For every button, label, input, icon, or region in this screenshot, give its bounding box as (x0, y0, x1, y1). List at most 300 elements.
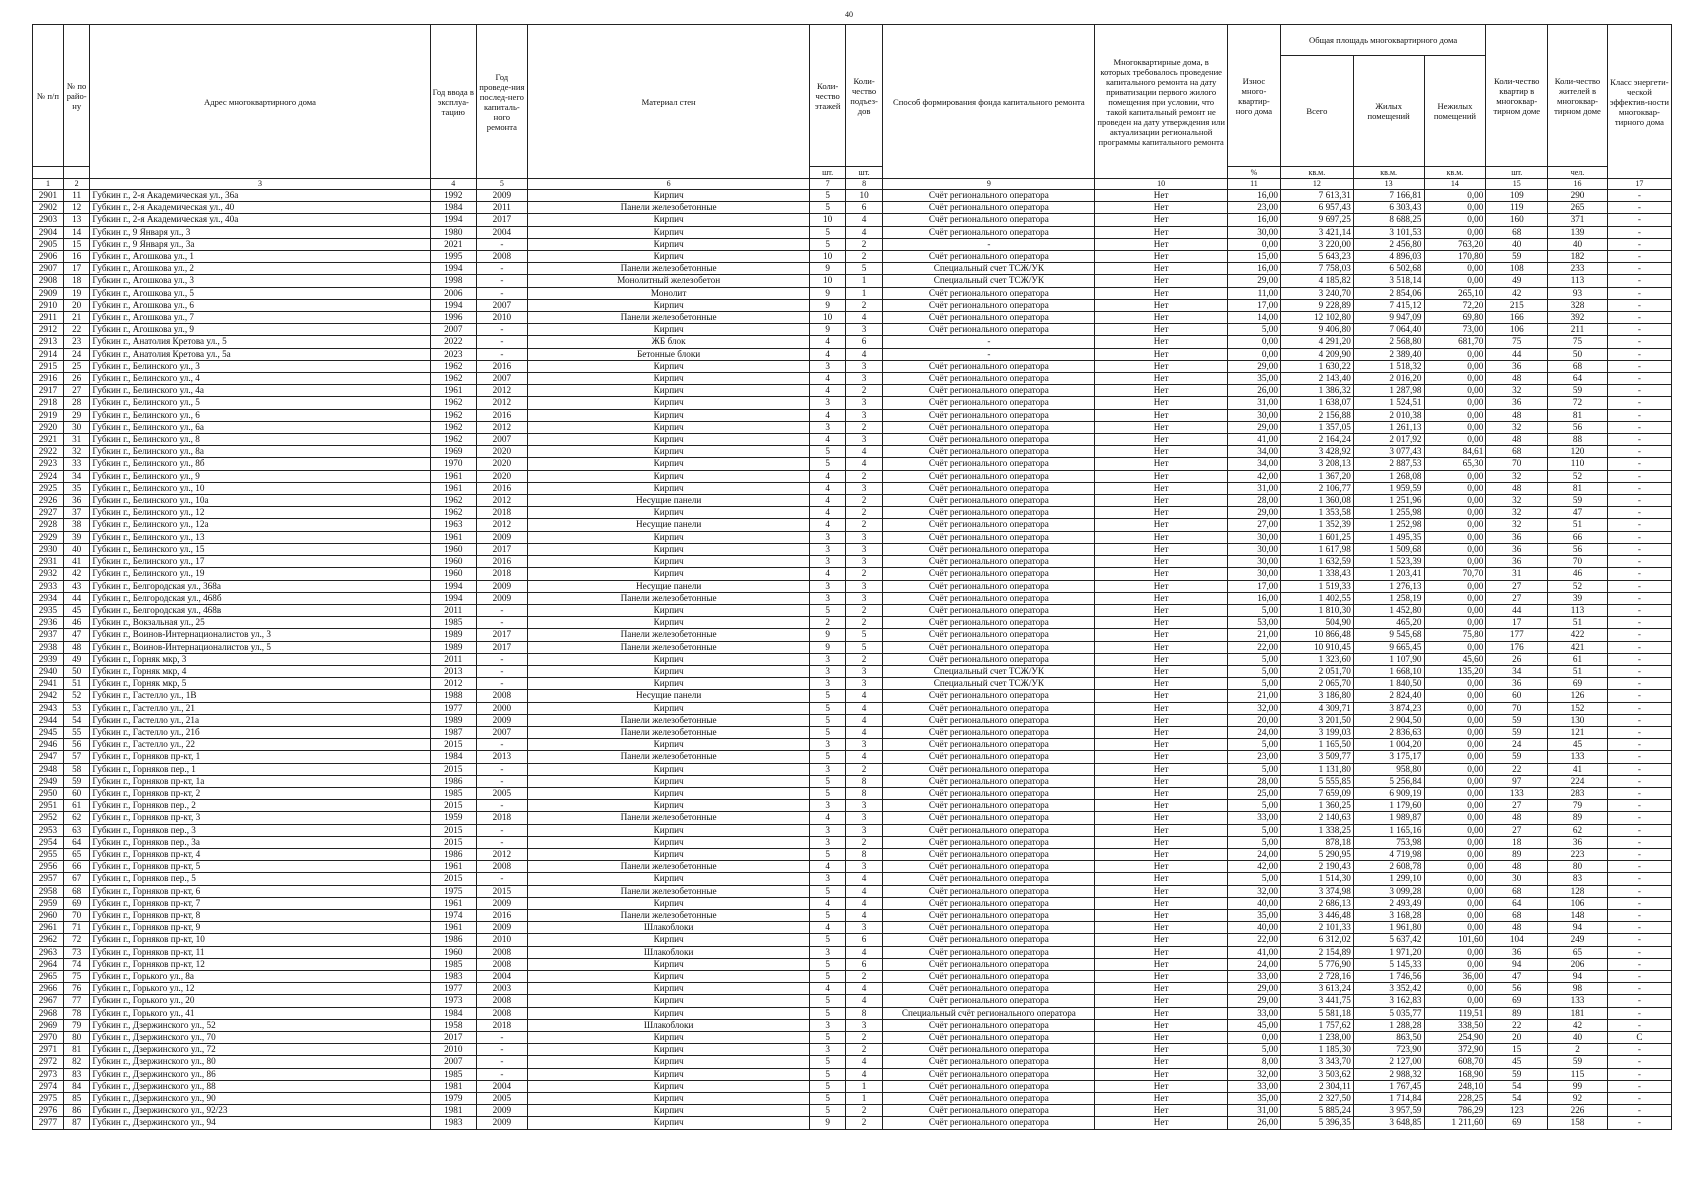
cell-energy-class: - (1607, 604, 1671, 616)
cell-district-num: 61 (63, 800, 90, 812)
cell-apartments: 59 (1486, 751, 1548, 763)
cell-fund-method: Счёт регионального оператора (883, 604, 1095, 616)
cell-area-nonliving: 228,25 (1424, 1093, 1486, 1105)
cell-year-last-repair: - (476, 1068, 527, 1080)
cell-residents: 392 (1548, 312, 1608, 324)
cell-year-last-repair: 2008 (476, 995, 527, 1007)
cell-year-last-repair: - (476, 665, 527, 677)
cell-num: 2905 (33, 238, 64, 250)
cell-floors: 5 (810, 690, 845, 702)
cell-residents: 206 (1548, 958, 1608, 970)
cell-entrances: 4 (845, 214, 883, 226)
cell-wear: 29,00 (1227, 507, 1280, 519)
cell-entrances: 4 (845, 702, 883, 714)
cell-floors: 3 (810, 543, 845, 555)
cell-residents: 249 (1548, 934, 1608, 946)
cell-energy-class: - (1607, 1044, 1671, 1056)
cell-energy-class: - (1607, 824, 1671, 836)
cell-area-nonliving: 0,00 (1424, 726, 1486, 738)
cell-district-num: 17 (63, 263, 90, 275)
cell-area-nonliving: 0,00 (1424, 214, 1486, 226)
cell-district-num: 85 (63, 1093, 90, 1105)
cell-wall-material: Кирпич (527, 787, 810, 799)
cell-year-built: 1960 (430, 568, 476, 580)
cell-wall-material: Кирпич (527, 678, 810, 690)
cell-area-total: 2 327,50 (1280, 1093, 1353, 1105)
cell-needed-repair: Нет (1095, 263, 1228, 275)
cell-fund-method: Счёт регионального оператора (883, 763, 1095, 775)
cell-district-num: 40 (63, 543, 90, 555)
cell-wear: 30,00 (1227, 531, 1280, 543)
cell-floors: 5 (810, 702, 845, 714)
cell-apartments: 60 (1486, 690, 1548, 702)
cell-district-num: 48 (63, 641, 90, 653)
cell-fund-method: Счёт регионального оператора (883, 934, 1095, 946)
cell-residents: 39 (1548, 592, 1608, 604)
cell-residents: 66 (1548, 531, 1608, 543)
col-number: 16 (1548, 179, 1608, 190)
cell-year-built: 1985 (430, 617, 476, 629)
cell-area-nonliving: 338,50 (1424, 1019, 1486, 1031)
cell-needed-repair: Нет (1095, 983, 1228, 995)
cell-floors: 10 (810, 312, 845, 324)
cell-year-last-repair: 2009 (476, 580, 527, 592)
cell-area-total: 1 386,32 (1280, 385, 1353, 397)
cell-district-num: 65 (63, 848, 90, 860)
cell-residents: 158 (1548, 1117, 1608, 1129)
table-row (33, 1117, 1672, 1129)
cell-residents: 226 (1548, 1105, 1608, 1117)
cell-year-built: 1994 (430, 299, 476, 311)
cell-energy-class: - (1607, 556, 1671, 568)
cell-fund-method: Специальный счет ТСЖ/УК (883, 678, 1095, 690)
cell-fund-method: Счёт регионального оператора (883, 556, 1095, 568)
col-number: 3 (90, 179, 430, 190)
table-row (33, 861, 1672, 873)
cell-area-total: 2 101,33 (1280, 922, 1353, 934)
cell-address: Губкин г., Белинского ул., 4 (90, 373, 430, 385)
cell-area-total: 1 165,50 (1280, 739, 1353, 751)
cell-area-total: 1 367,20 (1280, 470, 1353, 482)
col-number: 8 (845, 179, 883, 190)
cell-address: Губкин г., Воинов-Интернационалистов ул., 5 (90, 641, 430, 653)
cell-year-last-repair: 2010 (476, 934, 527, 946)
cell-wear: 5,00 (1227, 800, 1280, 812)
cell-residents: 64 (1548, 373, 1608, 385)
cell-wall-material: Кирпич (527, 482, 810, 494)
cell-residents: 61 (1548, 653, 1608, 665)
cell-address: Губкин г., Белинского ул., 12 (90, 507, 430, 519)
cell-address: Губкин г., Белинского ул., 4а (90, 385, 430, 397)
cell-year-built: 2017 (430, 1032, 476, 1044)
cell-residents: 233 (1548, 263, 1608, 275)
cell-wear: 23,00 (1227, 202, 1280, 214)
cell-year-last-repair: - (476, 873, 527, 885)
cell-entrances: 3 (845, 861, 883, 873)
cell-needed-repair: Нет (1095, 702, 1228, 714)
cell-address: Губкин г., Горького ул., 20 (90, 995, 430, 1007)
cell-floors: 9 (810, 324, 845, 336)
cell-district-num: 54 (63, 714, 90, 726)
cell-year-last-repair: 2008 (476, 690, 527, 702)
cell-num: 2944 (33, 714, 64, 726)
cell-area-nonliving: 0,00 (1424, 580, 1486, 592)
cell-area-nonliving: 0,00 (1424, 385, 1486, 397)
cell-floors: 5 (810, 787, 845, 799)
cell-num: 2964 (33, 958, 64, 970)
cell-apartments: 17 (1486, 617, 1548, 629)
cell-area-nonliving: 73,00 (1424, 324, 1486, 336)
cell-apartments: 48 (1486, 482, 1548, 494)
cell-district-num: 27 (63, 385, 90, 397)
cell-num: 2922 (33, 446, 64, 458)
cell-entrances: 2 (845, 604, 883, 616)
cell-district-num: 76 (63, 983, 90, 995)
cell-entrances: 6 (845, 202, 883, 214)
cell-num: 2924 (33, 470, 64, 482)
cell-wear: 15,00 (1227, 251, 1280, 263)
cell-apartments: 15 (1486, 1044, 1548, 1056)
cell-address: Губкин г., 2-я Академическая ул., 40а (90, 214, 430, 226)
cell-floors: 5 (810, 751, 845, 763)
cell-year-last-repair: 2013 (476, 751, 527, 763)
cell-area-total: 1 360,25 (1280, 800, 1353, 812)
cell-wear: 34,00 (1227, 446, 1280, 458)
cell-area-living: 1 509,68 (1353, 543, 1424, 555)
cell-wall-material: Кирпич (527, 971, 810, 983)
cell-area-total: 1 601,25 (1280, 531, 1353, 543)
cell-district-num: 34 (63, 470, 90, 482)
cell-district-num: 69 (63, 897, 90, 909)
cell-energy-class: - (1607, 507, 1671, 519)
cell-area-living: 1 107,90 (1353, 653, 1424, 665)
cell-district-num: 29 (63, 409, 90, 421)
cell-residents: 211 (1548, 324, 1608, 336)
cell-area-living: 6 502,68 (1353, 263, 1424, 275)
cell-area-living: 5 035,77 (1353, 1007, 1424, 1019)
cell-floors: 3 (810, 836, 845, 848)
cell-apartments: 31 (1486, 568, 1548, 580)
cell-area-nonliving: 248,10 (1424, 1080, 1486, 1092)
cell-area-nonliving: 101,60 (1424, 934, 1486, 946)
cell-num: 2908 (33, 275, 64, 287)
cell-year-last-repair: - (476, 336, 527, 348)
cell-year-built: 1986 (430, 848, 476, 860)
cell-floors: 5 (810, 1080, 845, 1092)
cell-wall-material: Кирпич (527, 1068, 810, 1080)
cell-needed-repair: Нет (1095, 397, 1228, 409)
cell-wear: 5,00 (1227, 763, 1280, 775)
cell-area-nonliving: 0,00 (1424, 751, 1486, 763)
cell-fund-method: - (883, 348, 1095, 360)
cell-residents: 51 (1548, 519, 1608, 531)
table-row (33, 690, 1672, 702)
cell-year-last-repair: 2012 (476, 385, 527, 397)
cell-year-built: 1961 (430, 861, 476, 873)
cell-district-num: 22 (63, 324, 90, 336)
cell-district-num: 15 (63, 238, 90, 250)
cell-entrances: 4 (845, 983, 883, 995)
cell-area-nonliving: 0,00 (1424, 909, 1486, 921)
cell-residents: 72 (1548, 397, 1608, 409)
cell-address: Губкин г., Белинского ул., 3 (90, 360, 430, 372)
cell-area-nonliving: 0,00 (1424, 873, 1486, 885)
cell-year-last-repair: 2012 (476, 848, 527, 860)
cell-wall-material: Кирпич (527, 848, 810, 860)
cell-district-num: 41 (63, 556, 90, 568)
cell-wear: 53,00 (1227, 617, 1280, 629)
cell-wear: 5,00 (1227, 653, 1280, 665)
cell-num: 2936 (33, 617, 64, 629)
cell-area-nonliving: 0,00 (1424, 556, 1486, 568)
cell-fund-method: Счёт регионального оператора (883, 812, 1095, 824)
cell-address: Губкин г., Горняков пр-кт, 5 (90, 861, 430, 873)
cell-area-living: 7 166,81 (1353, 190, 1424, 202)
cell-residents: 89 (1548, 812, 1608, 824)
cell-apartments: 22 (1486, 763, 1548, 775)
cell-area-nonliving: 608,70 (1424, 1056, 1486, 1068)
cell-wall-material: Панели железобетонные (527, 861, 810, 873)
cell-wall-material: Кирпич (527, 556, 810, 568)
cell-area-living: 2 988,32 (1353, 1068, 1424, 1080)
cell-fund-method: Счёт регионального оператора (883, 739, 1095, 751)
cell-address: Губкин г., Горняков пр-кт, 3 (90, 812, 430, 824)
col-floors: Коли-чество этажей (810, 25, 845, 167)
cell-area-living: 2 568,80 (1353, 336, 1424, 348)
cell-energy-class: - (1607, 190, 1671, 202)
cell-num: 2925 (33, 482, 64, 494)
cell-address: Губкин г., Гастелло ул., 21 (90, 702, 430, 714)
cell-area-total: 2 106,77 (1280, 482, 1353, 494)
cell-wall-material: Кирпич (527, 897, 810, 909)
cell-address: Губкин г., Агошкова ул., 7 (90, 312, 430, 324)
cell-district-num: 51 (63, 678, 90, 690)
cell-area-nonliving: 0,00 (1424, 421, 1486, 433)
cell-entrances: 2 (845, 251, 883, 263)
cell-apartments: 48 (1486, 409, 1548, 421)
cell-residents: 181 (1548, 1007, 1608, 1019)
cell-num: 2939 (33, 653, 64, 665)
cell-needed-repair: Нет (1095, 824, 1228, 836)
cell-address: Губкин г., Горняков пр-кт, 7 (90, 897, 430, 909)
cell-floors: 3 (810, 946, 845, 958)
cell-floors: 5 (810, 1093, 845, 1105)
cell-area-nonliving: 0,00 (1424, 763, 1486, 775)
col-entrances: Коли-чество подъез-дов (845, 25, 883, 167)
cell-address: Губкин г., Гастелло ул., 22 (90, 739, 430, 751)
cell-floors: 5 (810, 1105, 845, 1117)
cell-wear: 5,00 (1227, 739, 1280, 751)
table-row (33, 519, 1672, 531)
cell-area-total: 4 309,71 (1280, 702, 1353, 714)
cell-year-built: 1983 (430, 1117, 476, 1129)
table-row (33, 775, 1672, 787)
cell-floors: 4 (810, 922, 845, 934)
cell-wear: 29,00 (1227, 421, 1280, 433)
cell-energy-class: - (1607, 897, 1671, 909)
table-row (33, 958, 1672, 970)
cell-year-built: 1962 (430, 507, 476, 519)
cell-energy-class: - (1607, 873, 1671, 885)
cell-residents: 94 (1548, 971, 1608, 983)
cell-year-built: 1961 (430, 531, 476, 543)
cell-floors: 3 (810, 665, 845, 677)
cell-num: 2971 (33, 1044, 64, 1056)
cell-energy-class: - (1607, 568, 1671, 580)
cell-needed-repair: Нет (1095, 1019, 1228, 1031)
table-row (33, 995, 1672, 1007)
cell-floors: 4 (810, 470, 845, 482)
cell-address: Губкин г., Горняков пер., 2 (90, 800, 430, 812)
cell-entrances: 2 (845, 1105, 883, 1117)
cell-energy-class: - (1607, 812, 1671, 824)
cell-residents: 62 (1548, 824, 1608, 836)
cell-fund-method: Счёт регионального оператора (883, 702, 1095, 714)
cell-apartments: 45 (1486, 1056, 1548, 1068)
cell-year-built: 1962 (430, 434, 476, 446)
cell-entrances: 4 (845, 714, 883, 726)
cell-area-living: 958,80 (1353, 763, 1424, 775)
cell-address: Губкин г., Белинского ул., 10 (90, 482, 430, 494)
cell-entrances: 3 (845, 665, 883, 677)
cell-area-nonliving: 0,00 (1424, 946, 1486, 958)
col-number: 17 (1607, 179, 1671, 190)
cell-apartments: 44 (1486, 348, 1548, 360)
cell-year-built: 1994 (430, 263, 476, 275)
cell-district-num: 36 (63, 495, 90, 507)
cell-num: 2952 (33, 812, 64, 824)
cell-year-built: 2022 (430, 336, 476, 348)
cell-area-nonliving: 0,00 (1424, 263, 1486, 275)
cell-area-total: 1 630,22 (1280, 360, 1353, 372)
table-row (33, 421, 1672, 433)
cell-district-num: 35 (63, 482, 90, 494)
cell-district-num: 14 (63, 226, 90, 238)
cell-address: Губкин г., Воинов-Интернационалистов ул., 3 (90, 629, 430, 641)
cell-fund-method: Счёт регионального оператора (883, 495, 1095, 507)
cell-needed-repair: Нет (1095, 1068, 1228, 1080)
cell-needed-repair: Нет (1095, 604, 1228, 616)
table-row (33, 934, 1672, 946)
cell-residents: 371 (1548, 214, 1608, 226)
cell-wear: 5,00 (1227, 324, 1280, 336)
cell-year-last-repair: - (476, 739, 527, 751)
table-row (33, 946, 1672, 958)
cell-floors: 3 (810, 397, 845, 409)
cell-area-total: 1 357,05 (1280, 421, 1353, 433)
cell-area-living: 723,90 (1353, 1044, 1424, 1056)
cell-apartments: 70 (1486, 458, 1548, 470)
page-number: 40 (845, 10, 853, 19)
cell-wall-material: Несущие панели (527, 690, 810, 702)
cell-district-num: 37 (63, 507, 90, 519)
cell-district-num: 70 (63, 909, 90, 921)
cell-floors: 4 (810, 373, 845, 385)
cell-year-built: 1961 (430, 482, 476, 494)
cell-year-last-repair: - (476, 1044, 527, 1056)
cell-num: 2973 (33, 1068, 64, 1080)
cell-entrances: 3 (845, 824, 883, 836)
cell-address: Губкин г., 9 Января ул., 3а (90, 238, 430, 250)
cell-residents: 128 (1548, 885, 1608, 897)
table-row (33, 1032, 1672, 1044)
cell-area-living: 1 971,20 (1353, 946, 1424, 958)
cell-energy-class: - (1607, 653, 1671, 665)
cell-energy-class: - (1607, 726, 1671, 738)
col-number: 7 (810, 179, 845, 190)
cell-entrances: 4 (845, 946, 883, 958)
cell-energy-class: - (1607, 238, 1671, 250)
cell-area-nonliving: 0,00 (1424, 470, 1486, 482)
cell-entrances: 1 (845, 275, 883, 287)
table-row (33, 1056, 1672, 1068)
cell-wall-material: Кирпич (527, 434, 810, 446)
cell-area-nonliving: 0,00 (1424, 775, 1486, 787)
cell-year-built: 1985 (430, 958, 476, 970)
cell-wall-material: Панели железобетонные (527, 726, 810, 738)
cell-floors: 3 (810, 360, 845, 372)
cell-floors: 3 (810, 1044, 845, 1056)
cell-apartments: 30 (1486, 873, 1548, 885)
cell-area-nonliving: 0,00 (1424, 617, 1486, 629)
cell-energy-class: - (1607, 971, 1671, 983)
cell-energy-class: - (1607, 958, 1671, 970)
cell-address: Губкин г., Гастелло ул., 1В (90, 690, 430, 702)
cell-energy-class: - (1607, 702, 1671, 714)
cell-wall-material: Кирпич (527, 470, 810, 482)
cell-floors: 5 (810, 934, 845, 946)
cell-address: Губкин г., Агошкова ул., 9 (90, 324, 430, 336)
cell-year-built: 1959 (430, 812, 476, 824)
cell-needed-repair: Нет (1095, 580, 1228, 592)
cell-apartments: 64 (1486, 897, 1548, 909)
col-number: 13 (1353, 179, 1424, 190)
table-row (33, 543, 1672, 555)
cell-wall-material: Кирпич (527, 739, 810, 751)
col-area-group: Общая площадь многоквартирного дома (1280, 25, 1485, 56)
cell-area-nonliving: 0,00 (1424, 714, 1486, 726)
cell-area-total: 9 406,80 (1280, 324, 1353, 336)
cell-address: Губкин г., Агошкова ул., 1 (90, 251, 430, 263)
cell-residents: 79 (1548, 800, 1608, 812)
cell-year-last-repair: 2005 (476, 787, 527, 799)
cell-district-num: 11 (63, 190, 90, 202)
cell-address: Губкин г., Горняков пр-кт, 9 (90, 922, 430, 934)
cell-wall-material: Несущие панели (527, 495, 810, 507)
table-row (33, 312, 1672, 324)
cell-floors: 4 (810, 568, 845, 580)
cell-apartments: 68 (1486, 226, 1548, 238)
cell-needed-repair: Нет (1095, 1056, 1228, 1068)
cell-year-built: 1961 (430, 470, 476, 482)
unit-area-living: кв.м. (1353, 167, 1424, 179)
cell-year-last-repair: 2012 (476, 397, 527, 409)
cell-floors: 4 (810, 409, 845, 421)
cell-year-built: 1989 (430, 641, 476, 653)
cell-area-living: 1 518,32 (1353, 360, 1424, 372)
table-row (33, 812, 1672, 824)
cell-residents: 133 (1548, 751, 1608, 763)
unit-residents: чел. (1548, 167, 1608, 179)
table-row (33, 617, 1672, 629)
cell-year-built: 2007 (430, 1056, 476, 1068)
cell-area-living: 1 261,13 (1353, 421, 1424, 433)
cell-floors: 5 (810, 604, 845, 616)
cell-year-built: 1981 (430, 1080, 476, 1092)
cell-year-last-repair: 2004 (476, 226, 527, 238)
cell-num: 2928 (33, 519, 64, 531)
cell-wall-material: Бетонные блоки (527, 348, 810, 360)
